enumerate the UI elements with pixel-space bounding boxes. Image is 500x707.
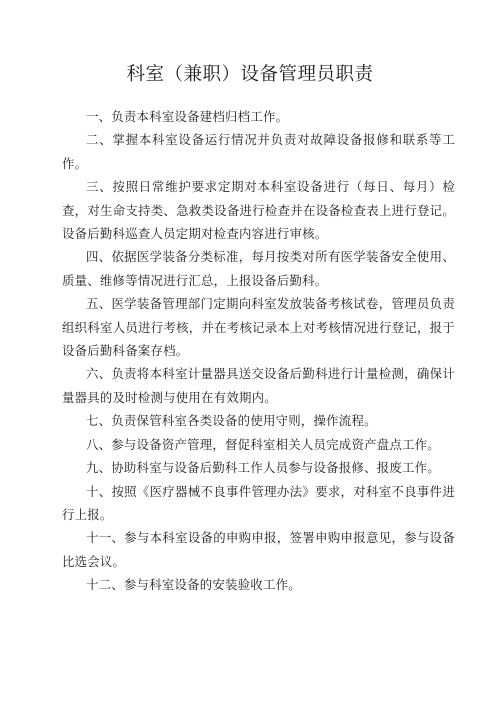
duty-item-4: 四、依据医学装备分类标准，每月按类对所有医学装备安全使用、质量、维修等情况进行汇总，上报设备后勤科。 <box>62 249 455 288</box>
duty-item-11: 十一、参与本科室设备的申购申报，签署申购申报意见，参与设备比选会议。 <box>62 530 455 569</box>
document-body <box>62 105 455 597</box>
duty-item-12: 十二、参与科室设备的安装验收工作。 <box>86 577 301 593</box>
duty-item-10: 十、按照《医疗器械不良事件管理办法》要求，对科室不良事件进行上报。 <box>62 483 455 522</box>
duty-item-1: 一、负责本科室设备建档归档工作。 <box>86 109 289 124</box>
duty-item-2: 二、掌握本科室设备运行情况并负责对故障设备报修和联系等工作。 <box>62 132 455 171</box>
duty-item-6: 六、负责将本科室计量器具送交设备后勤科进行计量检测，确保计量器具的及时检测与使用在有效期内。 <box>62 366 455 405</box>
duty-item-8: 八、参与设备资产管理，督促科室相关人员完成资产盘点工作。 <box>86 436 440 452</box>
duty-item-5: 五、医学装备管理部门定期向科室发放装备考核试卷，管理员负责组织科室人员进行考核，并在考核记录本上对考核情况进行登记，报于设备后勤科备案存档。 <box>62 296 455 359</box>
duty-item-9: 九、协助科室与设备后勤科工作人员参与设备报修、报废工作。 <box>86 460 440 476</box>
duty-item-3: 三、按照日常维护要求定期对本科室设备进行（每日、每月）检查，对生命支持类、急救类设备进行检查并在设备检查表上进行登记。设备后勤科巡查人员定期对检查内容进行审核。 <box>62 179 455 242</box>
duty-item-7: 七、负责保管科室各类设备的使用守则，操作流程。 <box>86 413 377 429</box>
document-title: 科室（兼职）设备管理员职责 <box>126 64 374 85</box>
